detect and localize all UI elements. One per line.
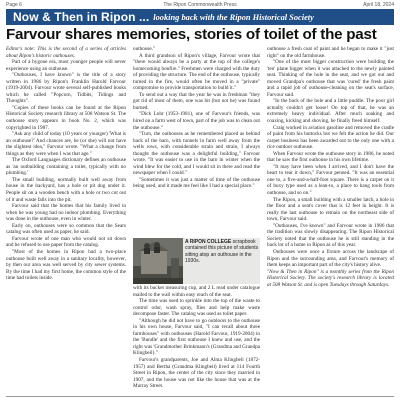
article-column-2-top	[133, 46, 260, 236]
article-paragraph: Farvour wrote of one man who would not sit down and he refused to use paper from the catalog.	[6, 235, 126, 249]
article-paragraph: Farvour's grandparents, Joe and Alma Klingbeil (1872-1957) and Bertha (Grandma Klingbeil) lived at 114 Fourth Street in Ripon, the center of the city since they married in 1907, and the house was not like the house that was at the Murray Street.	[133, 357, 260, 390]
article-headline: Farvour shares memories, stories of toilet of the past	[6, 26, 377, 43]
article-paragraph: Farvour said that the homes that his family lived in when he was young had no indoor plumbing. Everything was done in the outhouse, even in winter.	[6, 203, 126, 223]
article-paragraph: "One of the most bigger construction were building the 'ten' plane bigger when it was attached to the newly painted seat. Thinking of the hole in the seat, and we got out and moved Grandpa's outhouse that was 'cured' the fresh paint and a rapid job of outhouse-cleaning on the seat's surface, Farvour said.	[267, 59, 394, 98]
article-paragraph: "Sometimes it was just a matter of time of the outhouse being used, and it made me feel like I had a special place."	[133, 176, 260, 190]
article-paragraph: outhouse."	[133, 46, 156, 52]
article-paragraph: "In the back of the hole and a little puddle. The poor girl actually couldn't get loose! On top of that, he was an extremely heavy individual. After much soaking and coaxing, kicking and shoving, he finally freed himself.	[267, 98, 394, 125]
article-paragraph: The time was used to sprinkle into the top of the waste to control odor, wash spray, flies and help make waste decompose faster. The catalog was used as toilet paper.	[133, 298, 260, 318]
page-number: Page 6	[6, 1, 22, 8]
photo-caption	[185, 239, 259, 264]
photo-caption-text: scrapbook contained this picture of students sitting atop an outhouse in the 1930s.	[185, 239, 259, 264]
article-paragraph: "Dick Lohr (1953-1981), one of Farvour's friends, was hired on a farm west of town, part of the job was to clean out the outhouse."	[133, 111, 260, 131]
article-paragraph: "Turn, the outhouses as he remembered placed as behind back of the barn, with tunnels in farm well away from the wells rows, with considerable strain and strain, I always thought the outhouse was a delightful building," Farvour wrote. "It was easier to use in the barn in winter when the wind blew for the cold, and I would sit in there and read the newspaper when I could."	[133, 131, 260, 177]
article-paragraph: When Farvour wrote the outhouse story in 1986, he noted that he saw the first outhouse in his own lifetime.	[267, 150, 394, 164]
article-column-1	[6, 46, 126, 396]
article-paragraph: Craig worked in aviation gasoline and removed the cradle of paint from his buttocks but we felt the action he did. Our carpet business has been awarded out to the only one with a rice outdoor outhouse.	[267, 124, 394, 151]
page-bottom-rule	[6, 396, 394, 397]
outhouse-photo	[133, 238, 260, 284]
article-column-3	[267, 46, 394, 396]
article-paragraph: "Ask any child of today (10 years or younger) 'What is an outhouse?' And chances are, he (or she) will not have the slightest idea," Farvour wrote. "What a change from things as they were when I was that age."	[6, 131, 126, 157]
article-paragraph: Outhouses were once a fixture across the landscape of Ripon and the surrounding area, and Farvour's memory of them keeps an important part of the city's history alive.	[267, 248, 394, 269]
article-paragraph: "Now & Then in Ripon" is a monthly series from the Ripon Historical Society. The society's research library is located at 508 Watson St. and is open Tuesdays through Saturdays.	[267, 268, 394, 288]
page-header-line	[6, 1, 394, 8]
issue-date: April 18, 2024	[363, 1, 394, 8]
article-paragraph: The Ripon, a small building with a smaller latch, a hole in the floor and a seat's cover that is 12 feet in height. It is really the last outhouse to remain on the northeast side of town, Farvour said.	[267, 196, 394, 223]
article-paragraph: "Although he did not have to go outdoors to the outhouse in his own house, Farvour said, "I can recall about three farmhouses" with outhouses (Harold Farvour, 1919-2004) in the 'Bundle' and the first outhouse I knew and use, and the right was 'Grandmother Brinkmann's (Grandma and Grandpa Klingbeil)."	[133, 317, 260, 357]
article-paragraph: "Most of the homes in Ripon had a two-place outhouse built well away in a sanitary locality, however, by then our area was well served by city sewer systems. By the time I had my first home, the common style of the time had toilets inside.	[6, 248, 126, 282]
article-paragraph: "Copies of these books can be found at the Ripon Historical Society research library at 508 Watson St. The outhouse story appears in book No. 2, which was copyrighted in 1987.	[6, 104, 126, 131]
article-paragraph: To send out a way that the year he was in freshman "they got rid of most of them, one was hit (but not he) was found burned.	[133, 91, 260, 111]
section-title: Now & Then in Ripon ...	[13, 10, 150, 24]
section-banner	[6, 9, 394, 25]
article-paragraph: Early on, outhouses were so common that the Sears catalog was often used as paper, he said.	[6, 222, 126, 236]
article-paragraph: A third grandson of Ripon's village, Farvour wrote that "there would always be a party at the top of the college's homecoming bonfire." Freshmen were charged with the duty of providing the structure. The end of the outhouse, typically turned in the fire, would often be moved in a "private" compromise to provide transportation to build it."	[133, 52, 260, 92]
section-subtitle: looking back with the Ripon Historical Society	[153, 12, 314, 22]
photo-caption-label: A RIPON COLLEGE	[185, 239, 232, 245]
article-paragraph: Part of a bygone era, most younger people will never experience using an outhouse.	[6, 59, 126, 72]
publication-name: The Ripon Commonwealth Press	[163, 1, 237, 8]
article-paragraph: "It may have been when I arrived, and I don't have the heart to tear it down," Farvour penned. "It was an essential one to, a five-and-a-half-foot square. There is a carpet on it of boxy type used as a lean-to, a place to hang tools from outhouse, and so on."	[267, 163, 394, 197]
article-paragraph: "Outhouses, I've known" and Farvour wrote in 1986 that the tradition was slowly disappearing. The Ripon Historical Society noted that the outhouse he is still standing in the back lot of a home in Ripon as of this year.	[267, 222, 394, 249]
article-paragraph: "Outhouses, I have known" is the title of a story written in 1986 by Ripon's Franklin Harold Farvour (1919-2004). Farvour wrote several self-published books which he called "Popcorn, Tidbits, Tidings and Thoughts".	[6, 72, 126, 105]
article-paragraph: The Oxford Languages dictionary defines an outhouse as 'an outbuilding containing a toilet, typically with no plumbing.'	[6, 157, 126, 177]
article-paragraph: with its bucket measuring cup, and 2 L read under catalogue mailed to the wall within easy reach of the seat.	[133, 285, 260, 298]
article-column-2-bottom	[133, 285, 260, 396]
article-paragraph: The small building, normally built well away from house in the backyard, has a hole or pit dug under it. People sit on a wooden bench with a hole or two cut out of it and waste falls into the pit.	[6, 176, 126, 203]
article-paragraph: Editor's note: This is the second of a series of articles about Ripon's historic outhouses.	[6, 46, 126, 59]
article-paragraph: outhouse a fresh coat of paint and he began to make it "just right" on the old farmhouse.	[267, 46, 394, 59]
